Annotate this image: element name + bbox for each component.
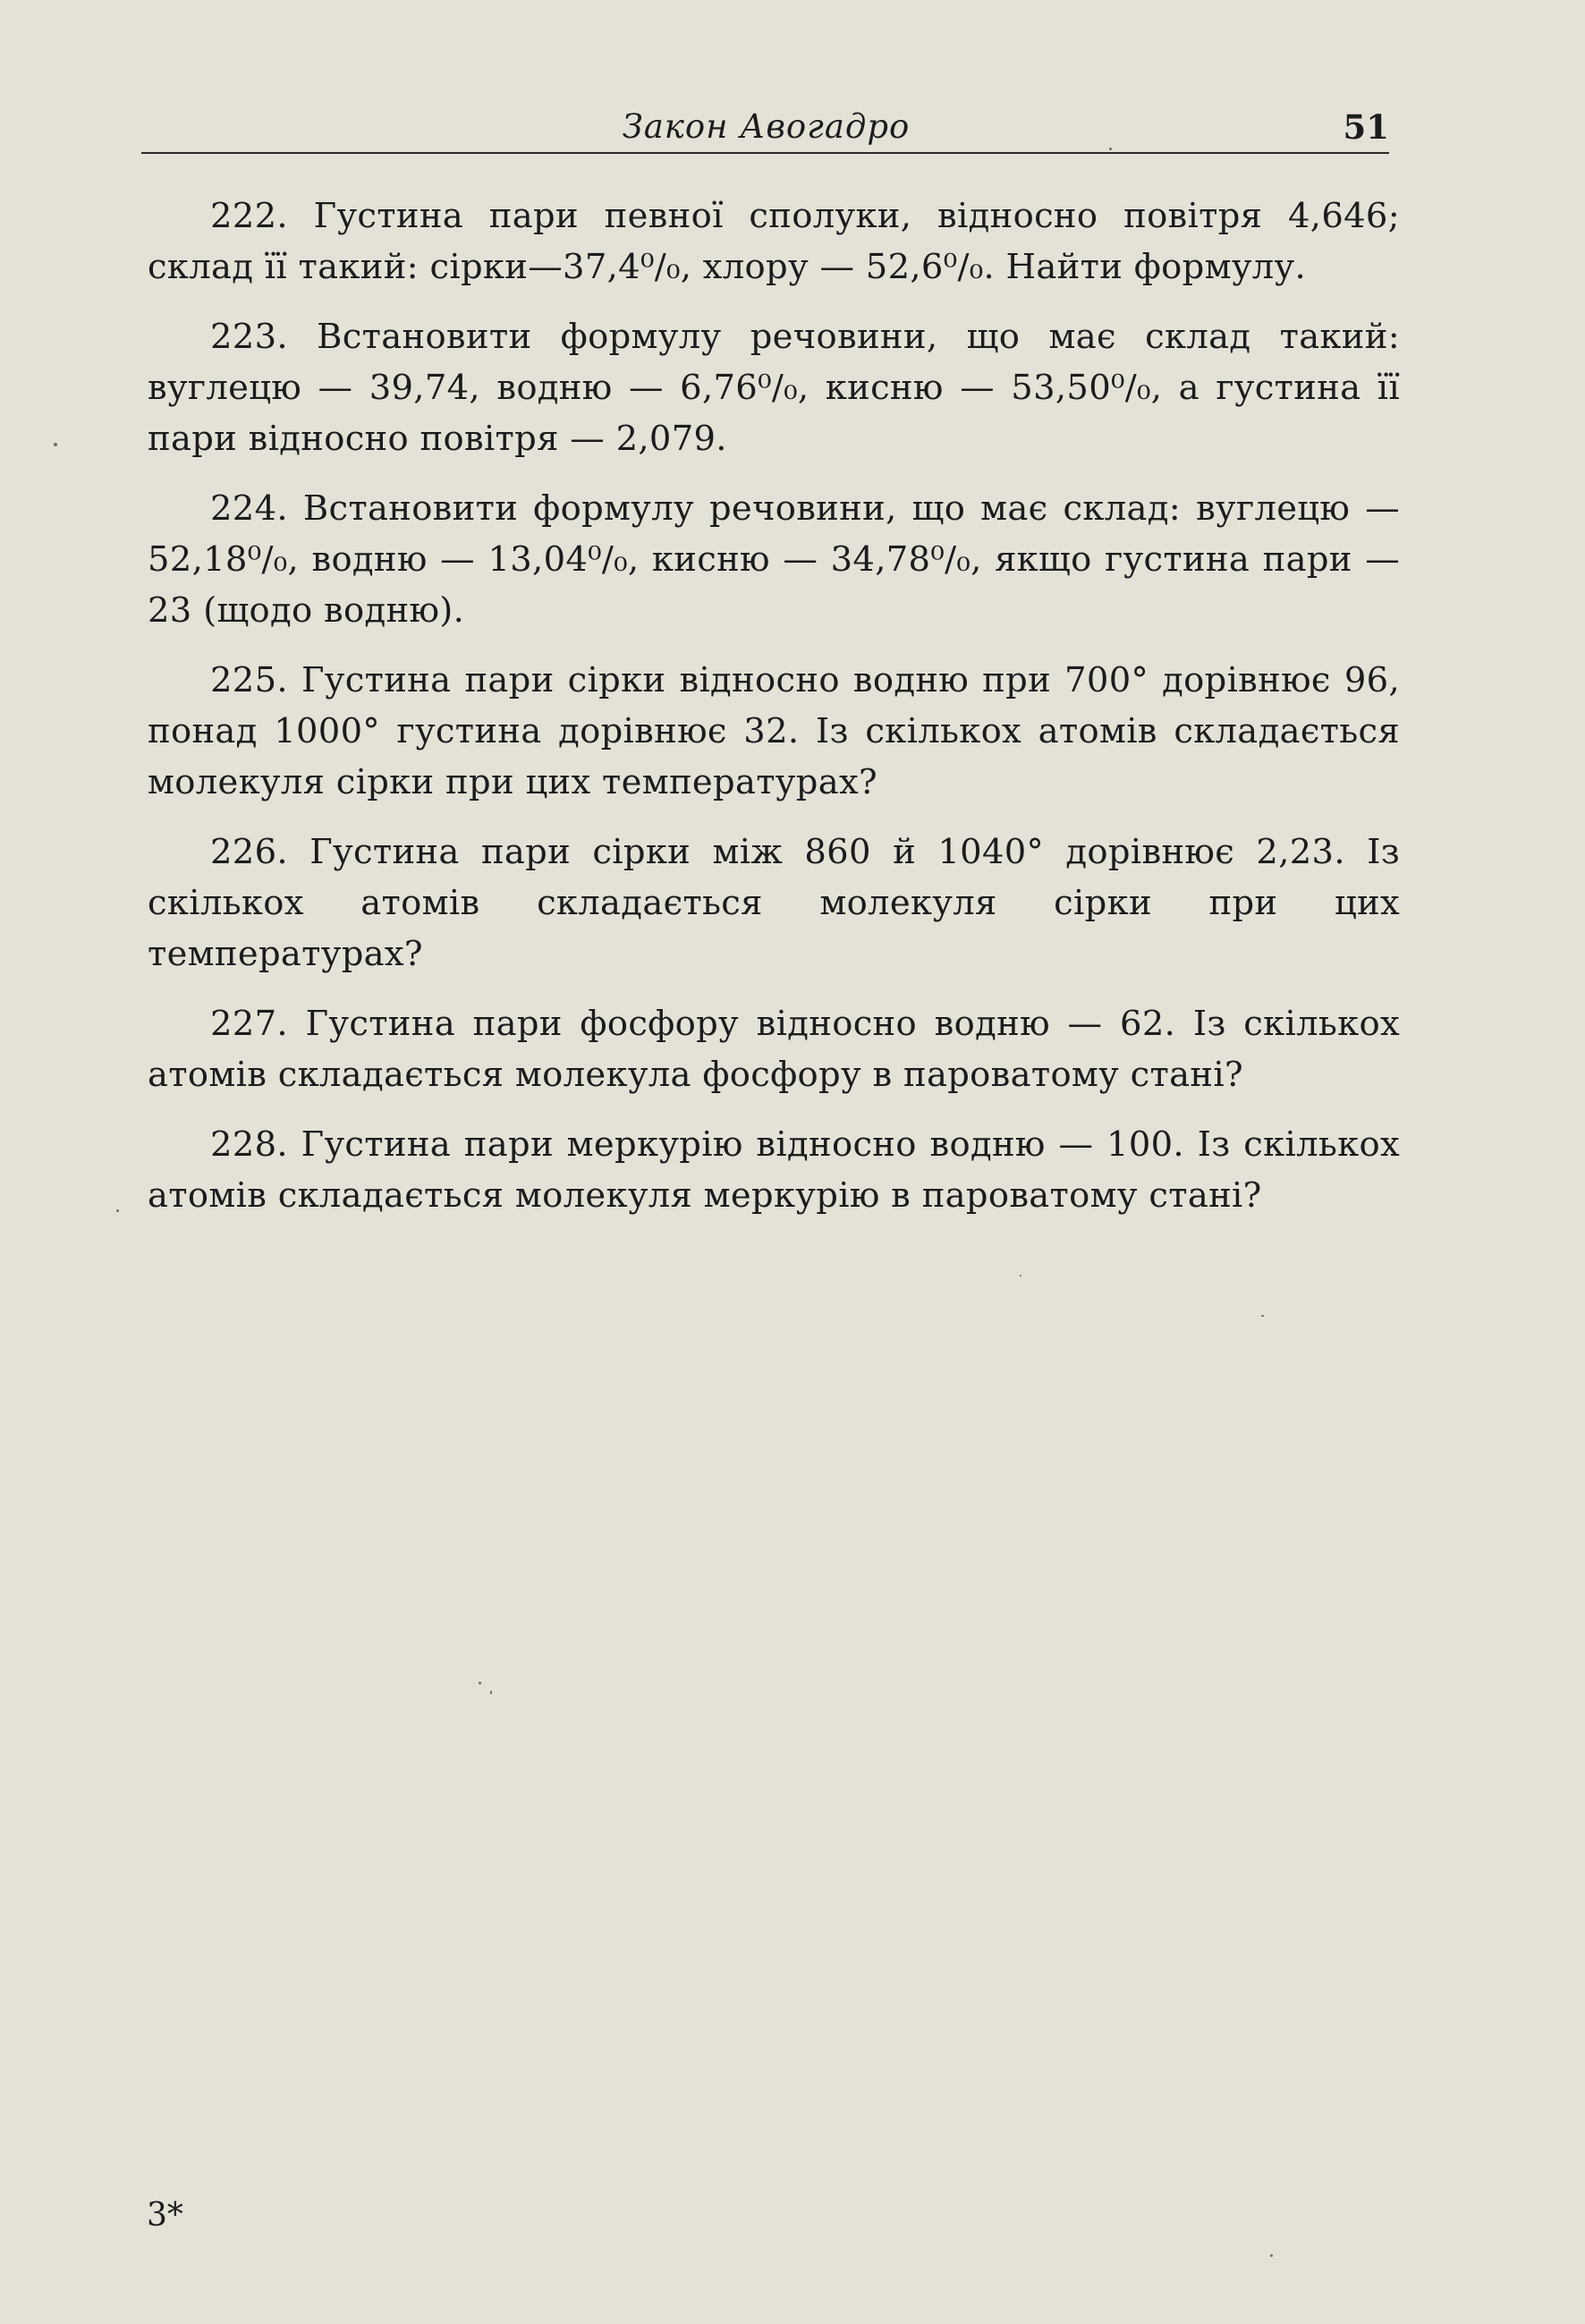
paper-speck (116, 1209, 119, 1212)
problem-227: 227. Густина пари фосфору відносно водню — 62. Із скількох атомів складається молекула фосфору в пароватому стані? (148, 1004, 1400, 1095)
paper-speck (1020, 1275, 1021, 1277)
problem-list (148, 191, 1400, 1240)
paper-speck (1270, 2254, 1273, 2257)
running-head (143, 100, 1389, 154)
page-number: 51 (1343, 107, 1389, 147)
problem-226: 226. Густина пари сірки між 860 й 1040° дорівнює 2,23. Із скількох атомів складається молекуля сірки при цих температурах? (148, 832, 1400, 974)
paper-speck (54, 443, 57, 446)
paper-speck (479, 1682, 481, 1684)
signature-mark: 3* (147, 2197, 183, 2234)
problem-225: 225. Густина пари сірки відносно водню при 700° дорівнює 96, понад 1000° густина дорівнює 32. Із скількох атомів складається молекуля сірки при цих температурах? (148, 660, 1400, 802)
problem-223: 223. Встановити формулу речовини, що має склад такий: вуглецю — 39,74, водню — 6,76⁰/₀, кисню — 53,50⁰/₀, а густина її пари відносно повітря — 2,079. (148, 317, 1400, 459)
header-rule (141, 152, 1389, 154)
problem-228: 228. Густина пари меркурію відносно водню — 100. Із скількох атомів складається молекуля меркурію в пароватому стані? (148, 1124, 1400, 1216)
problem-224: 224. Встановити формулу речовини, що має склад: вуглецю — 52,18⁰/₀, водню — 13,04⁰/₀, кисню — 34,78⁰/₀, якщо густина пари — 23 (щодо водню). (148, 488, 1400, 631)
paper-speck (490, 1691, 492, 1694)
paper-speck (1109, 148, 1112, 150)
running-title: Закон Авогадро (622, 107, 911, 146)
problem-222: 222. Густина пари певної сполуки, відносно повітря 4,646; склад її такий: сірки—37,4⁰/₀, хлору — 52,6⁰/₀. Найти формулу. (148, 196, 1400, 287)
paper-speck (1261, 1315, 1264, 1317)
